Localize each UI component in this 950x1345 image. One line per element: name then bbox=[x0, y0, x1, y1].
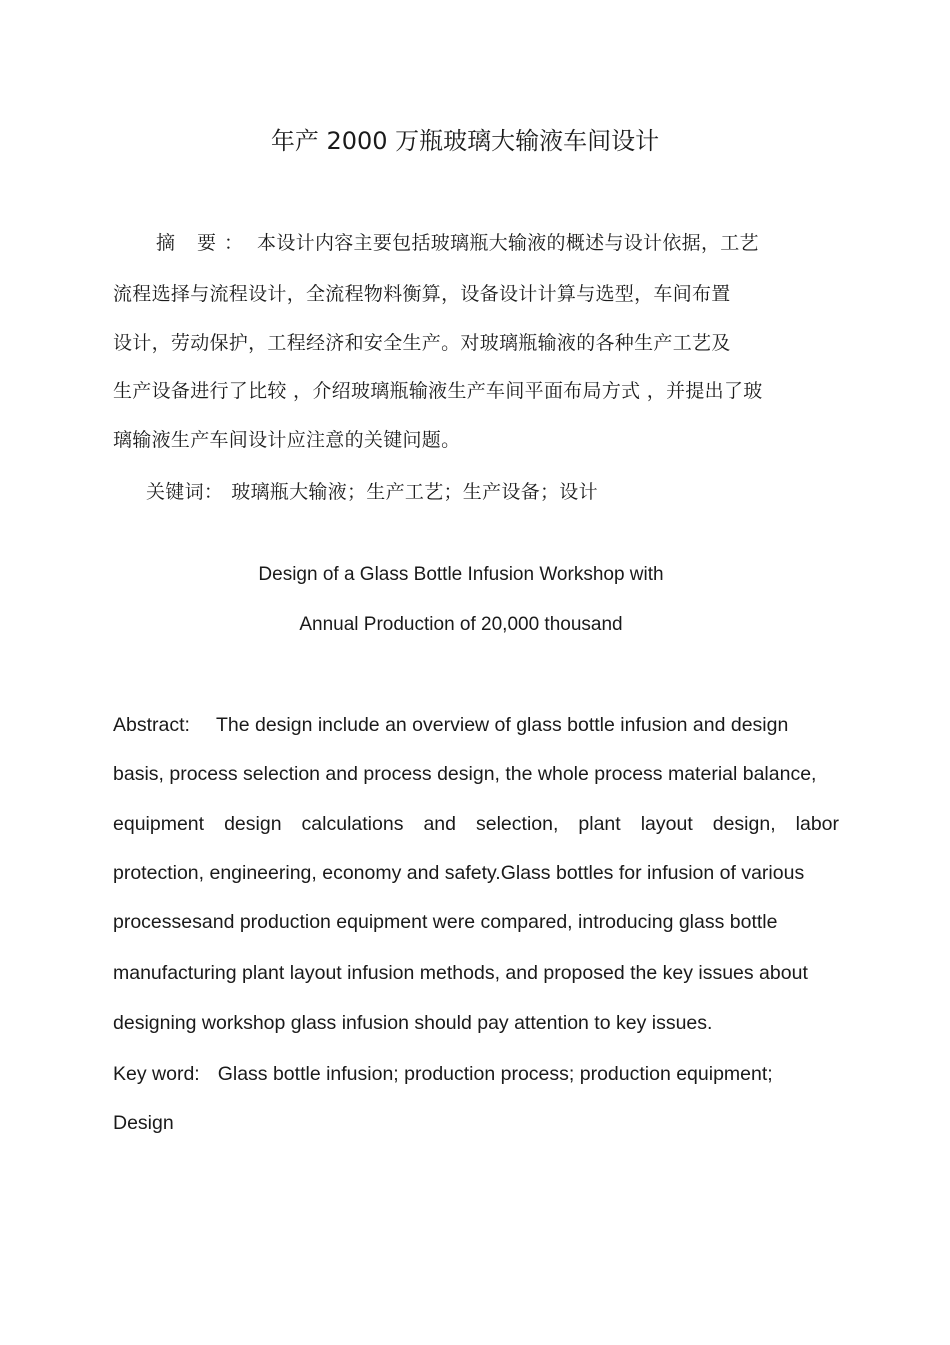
title-en-line-2: Annual Production of 20,000 thousand bbox=[299, 614, 623, 635]
abstract-cn-text: 本设计内容主要包括玻璃瓶大输液的概述与设计依据，工艺 bbox=[257, 232, 759, 254]
keywords-en bbox=[113, 1061, 773, 1087]
abstract-en-line-2: basis, process selection and process design, the whole process material balance, bbox=[113, 763, 817, 785]
abstract-en-line-1 bbox=[113, 712, 788, 738]
abstract-en-line-3: equipment design calculations and selection, plant layout design, labor bbox=[113, 813, 839, 835]
abstract-cn-line-4: 生产设备进行了比较 ，介绍玻璃瓶输液生产车间平面布局方式 ，并提出了玻 bbox=[113, 380, 763, 402]
keywords-en-label: Key word: bbox=[113, 1063, 200, 1085]
abstract-en-line-5: processesand production equipment were compared, introducing glass bottle bbox=[113, 911, 778, 933]
keywords-cn bbox=[146, 479, 598, 505]
abstract-en-line-7: designing workshop glass infusion should pay attention to key issues. bbox=[113, 1012, 713, 1034]
abstract-cn-line-1 bbox=[156, 230, 759, 256]
keywords-cn-text: 玻璃瓶大输液；生产工艺；生产设备；设计 bbox=[231, 481, 598, 503]
abstract-en-label: Abstract: bbox=[113, 714, 190, 736]
keywords-cn-label: 关键词： bbox=[146, 481, 224, 503]
keywords-en-line-2: Design bbox=[113, 1112, 174, 1134]
abstract-cn-line-2: 流程选择与流程设计，全流程物料衡算，设备设计计算与选型，车间布置 bbox=[113, 283, 731, 305]
page-title-cn: 年产 2000 万瓶玻璃大输液车间设计 bbox=[270, 127, 660, 155]
abstract-cn-line-5: 璃输液生产车间设计应注意的关键问题。 bbox=[113, 429, 461, 451]
abstract-en-text: The design include an overview of glass bottle infusion and design bbox=[215, 714, 789, 736]
keywords-en-text: Glass bottle infusion; production process; production equipment; bbox=[217, 1063, 773, 1085]
abstract-en-line-4: protection, engineering, economy and safety.Glass bottles for infusion of various bbox=[113, 862, 805, 884]
abstract-cn-line-3: 设计，劳动保护，工程经济和安全生产。对玻璃瓶输液的各种生产工艺及 bbox=[113, 332, 731, 354]
abstract-en-line-6: manufacturing plant layout infusion methods, and proposed the key issues about bbox=[113, 962, 808, 984]
abstract-cn-label: 摘 要： bbox=[156, 232, 252, 254]
title-en-line-1: Design of a Glass Bottle Infusion Workshop with bbox=[258, 564, 664, 585]
